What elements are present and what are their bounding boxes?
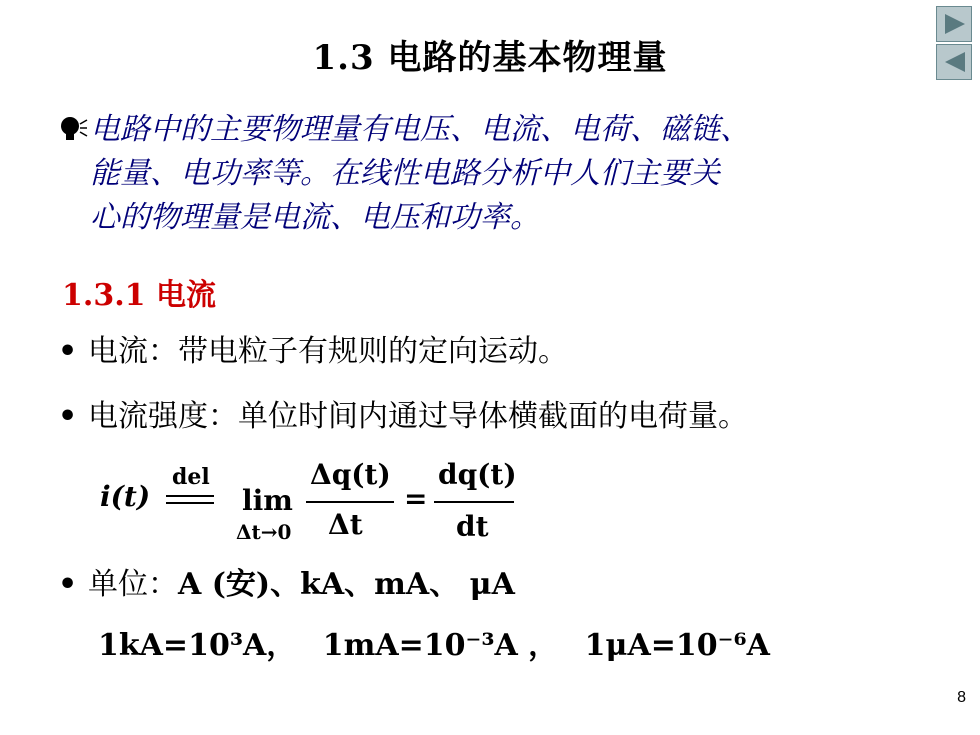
current-formula bbox=[100, 458, 580, 558]
next-slide-icon bbox=[945, 14, 965, 34]
formula-lhs: i(t) bbox=[100, 480, 151, 513]
bullet-dot-icon: • bbox=[58, 334, 78, 369]
section-heading: 1.3.1 电流 bbox=[62, 278, 216, 313]
conversion-ua: 1μA=10⁻⁶A bbox=[584, 628, 770, 663]
next-slide-button[interactable] bbox=[936, 6, 972, 42]
bullet-dot-icon: • bbox=[58, 399, 78, 434]
bullet-dot-icon: • bbox=[58, 567, 78, 602]
slide-title: 1.3 电路的基本物理量 bbox=[312, 38, 668, 78]
intro-line-2: 能量、电功率等。在线性电路分析中人们主要关 bbox=[90, 156, 720, 191]
page-number: 8 bbox=[957, 689, 966, 706]
bullet-text: 电流强度：单位时间内通过导体横截面的电荷量。 bbox=[88, 399, 748, 434]
formula-lim-subscript: Δt→0 bbox=[236, 520, 292, 544]
formula-numerator-d: dq(t) bbox=[438, 458, 517, 491]
bullet-current-intensity bbox=[58, 395, 748, 439]
units-label: 单位： bbox=[88, 567, 178, 602]
formula-denominator-delta: Δt bbox=[328, 508, 363, 541]
bullet-current-definition bbox=[58, 330, 568, 374]
prev-slide-button[interactable] bbox=[936, 44, 972, 80]
units-text: A (安)、kA、mA、 μA bbox=[178, 567, 515, 602]
formula-lim: lim bbox=[242, 484, 293, 517]
prev-slide-icon bbox=[945, 52, 965, 72]
formula-denominator-d: dt bbox=[456, 510, 489, 543]
formula-equals: = bbox=[404, 482, 428, 515]
formula-numerator-delta: Δq(t) bbox=[310, 458, 391, 491]
conversion-ka: 1kA=10³A， bbox=[98, 628, 297, 663]
bullet-text: 电流：带电粒子有规则的定向运动。 bbox=[88, 334, 568, 369]
intro-line-1: 电路中的主要物理量有电压、电流、电荷、磁链、 bbox=[90, 112, 750, 147]
intro-line-3: 心的物理量是电流、电压和功率。 bbox=[90, 200, 540, 235]
bullet-units bbox=[58, 563, 515, 607]
speaker-bullet-icon bbox=[60, 114, 88, 142]
unit-conversions bbox=[98, 620, 770, 664]
formula-def-label: del bbox=[172, 464, 210, 490]
intro-paragraph bbox=[60, 108, 920, 240]
conversion-ma: 1mA=10⁻³A ， bbox=[322, 628, 559, 663]
